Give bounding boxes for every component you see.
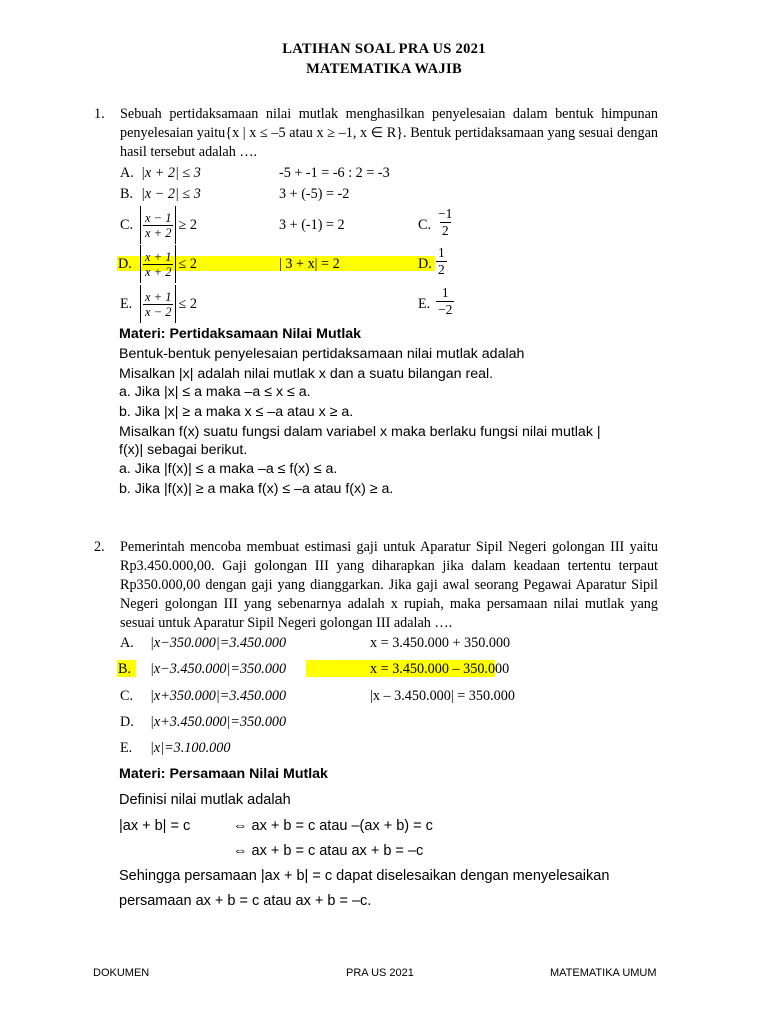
absolute-value (140, 285, 176, 323)
materi-line: Misalkan |x| adalah nilai mutlak x dan a suatu bilangan real. (119, 366, 494, 382)
option-letter: A. (120, 165, 134, 181)
side-fraction (436, 285, 454, 318)
option-letter: C. (120, 217, 134, 233)
side-letter: D. (418, 256, 432, 272)
question-text: Sebuah pertidaksamaan nilai mutlak menghasilkan penyelesaian dalam bentuk himpunan penyelesaian yaitu{x | x ≤ –5 atau x ≥ –1, x ∈ R}. Bentuk pertidaksamaan yang sesuai dengan hasil tersebut adalah …. (120, 106, 658, 160)
materi-line: |ax + b| = c (119, 818, 191, 834)
fraction-denominator: x − 2 (145, 304, 172, 319)
materi-line: ⇔ ax + b = c atau ax + b = –c (233, 843, 424, 859)
fraction-denominator: x + 2 (145, 264, 172, 279)
materi-line: f(x)| sebagai berikut. (119, 442, 248, 458)
absolute-value (140, 206, 176, 244)
option-letter: D. (120, 714, 134, 730)
question-number: 1. (94, 106, 105, 122)
materi-line: Sehingga persamaan |ax + b| = c dapat diselesaikan dengan menyelesaikan (119, 868, 610, 884)
option-expression (140, 206, 197, 244)
question-text: Pemerintah mencoba membuat estimasi gaji untuk Aparatur Sipil Negeri golongan III yaitu Rp3.450.000,00. Gaji golongan III yang diharapkan jika dalam keadaan tertentu terpaut Rp350.000,00 dengan gaji yang dianggarkan. Jika gaji awal seorang Pegawai Aparatur Sipil Negeri golongan III yang sebenarnya adalah x rupiah, maka persamaan nilai mutlak yang sesuai untuk Aparatur Sipil Negeri golongan III adalah …. (120, 539, 658, 631)
fraction-numerator: x + 1 (145, 249, 172, 264)
materi-line: b. Jika |x| ≥ a maka x ≤ –a atau x ≥ a. (119, 404, 354, 420)
absolute-value (140, 245, 176, 283)
materi-line: Misalkan f(x) suatu fungsi dalam variabel x maka berlaku fungsi nilai mutlak | (119, 424, 601, 440)
relation: ≥ 2 (178, 216, 197, 233)
working-note: | 3 + x| = 2 (279, 256, 340, 272)
option-expression: |x−350.000|=3.450.000 (150, 635, 287, 651)
fraction-denominator: x + 2 (145, 225, 172, 240)
option-expression: |x−3.450.000|=350.000 (150, 661, 287, 677)
fraction (143, 290, 173, 319)
page-title: LATIHAN SOAL PRA US 2021 (282, 41, 486, 57)
materi-title: Materi: Pertidaksamaan Nilai Mutlak (119, 326, 362, 342)
option-letter: B. (120, 186, 134, 202)
option-letter: C. (120, 688, 134, 704)
option-letter: B. (118, 661, 132, 677)
materi-line: b. Jika |f(x)| ≥ a maka f(x) ≤ –a atau f(x) ≥ a. (119, 481, 394, 497)
working-note: x = 3.450.000 + 350.000 (370, 635, 511, 651)
materi-line: ⇔ ax + b = c atau –(ax + b) = c (233, 818, 433, 834)
working-note: 3 + (-5) = -2 (279, 186, 350, 202)
fraction-numerator: 1 (438, 245, 445, 260)
working-note: x = 3.450.000 – 350.000 (370, 661, 510, 677)
side-fraction (436, 245, 447, 278)
working-note: 3 + (-1) = 2 (279, 217, 345, 233)
materi-line: Definisi nilai mutlak adalah (119, 792, 291, 808)
fraction-numerator: x + 1 (145, 289, 172, 304)
materi-line: Bentuk-bentuk penyelesaian pertidaksamaan nilai mutlak adalah (119, 346, 525, 362)
footer-left: DOKUMEN (93, 967, 150, 979)
relation: ≤ 2 (178, 255, 197, 272)
option-expression: |x|=3.100.000 (150, 740, 231, 756)
side-fraction (436, 206, 454, 239)
materi-title: Materi: Persamaan Nilai Mutlak (119, 766, 328, 782)
fraction-denominator: 2 (441, 223, 449, 238)
side-letter: E. (418, 296, 431, 312)
working-note: |x – 3.450.000| = 350.000 (370, 688, 515, 704)
option-expression (140, 245, 197, 283)
side-letter: C. (418, 217, 432, 233)
working-note: -5 + -1 = -6 : 2 = -3 (279, 165, 390, 181)
materi-line: persamaan ax + b = c atau ax + b = –c. (119, 893, 372, 909)
option-expression: |x+3.450.000|=350.000 (150, 714, 287, 730)
fraction (143, 211, 173, 240)
fraction-denominator: 2 (438, 262, 445, 277)
option-expression: |x+350.000|=3.450.000 (150, 688, 287, 704)
question-number: 2. (94, 539, 105, 555)
option-expression (140, 285, 197, 323)
option-letter: E. (120, 296, 133, 312)
fraction-numerator: 1 (441, 285, 449, 300)
option-letter: E. (120, 740, 133, 756)
fraction-numerator: −1 (438, 206, 453, 221)
page-subtitle: MATEMATIKA WAJIB (306, 61, 462, 77)
fraction-numerator: x − 1 (145, 210, 172, 225)
fraction (143, 250, 173, 279)
materi-line: a. Jika |f(x)| ≤ a maka –a ≤ f(x) ≤ a. (119, 461, 338, 477)
option-letter: A. (120, 635, 134, 651)
relation: ≤ 2 (178, 295, 197, 312)
fraction-denominator: −2 (438, 302, 453, 317)
footer-right: MATEMATIKA UMUM (550, 967, 657, 979)
option-letter: D. (118, 256, 132, 272)
footer-center: PRA US 2021 (346, 967, 414, 979)
option-expression: |x + 2| ≤ 3 (141, 165, 201, 181)
materi-line: a. Jika |x| ≤ a maka –a ≤ x ≤ a. (119, 384, 311, 400)
option-expression: |x − 2| ≤ 3 (141, 186, 201, 202)
